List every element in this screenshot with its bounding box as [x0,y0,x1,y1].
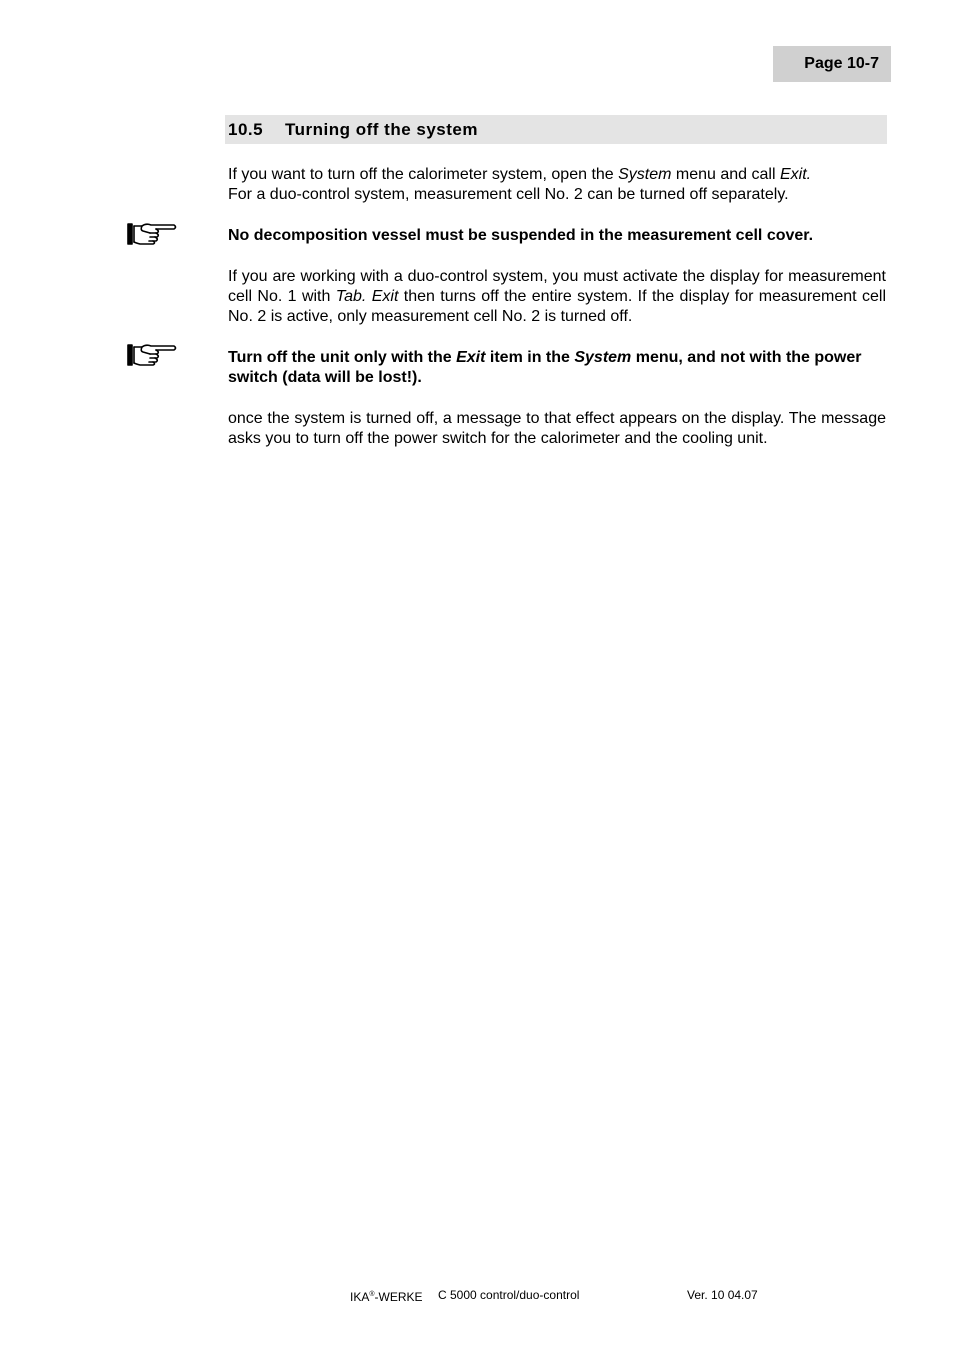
duo-control-paragraph [228,267,886,327]
footer-brand-suffix: -WERKE [374,1290,423,1304]
footer-brand [350,1287,423,1305]
intro-exit-term: Exit. [779,166,812,183]
intro-paragraph [228,165,886,205]
duo-tab-exit-term: Tab. Exit [335,288,399,305]
page-number-badge: Page 10-7 [773,46,891,82]
footer-brand-name: IKA [350,1290,370,1304]
power-note-exit-term: Exit [456,349,486,366]
section-heading [225,115,887,144]
pointing-hand-icon [126,221,180,247]
power-note-text-3: menu, and not with the power switch (data will be lost!). [228,349,862,386]
pointing-hand-icon [126,342,180,368]
footer-reg-mark: ® [369,1291,375,1298]
intro-text-3: For a duo-control system, measurement cell No. 2 can be turned off separately. [228,186,789,203]
shutdown-message-paragraph: once the system is turned off, a message to that effect appears on the display. The message asks you to turn off the power switch for the calorimeter and the cooling unit. [228,410,886,447]
duo-text-2: then turns off the entire system. If the display for measurement cell No. 2 is active, only measurement cell No. 2 is turned off. [228,288,887,325]
section-title: Turning off the system [285,120,478,139]
intro-system-term: System [618,166,672,183]
footer-version: Ver. 10 04.07 [687,1288,758,1302]
footer-product: C 5000 control/duo-control [438,1288,580,1302]
intro-text-2: menu and call [671,166,780,183]
warning-note-vessel: No decomposition vessel must be suspended in the measurement cell cover. [228,227,814,244]
duo-text-1: If you are working with a duo-control system, you must activate the display for measurement cell No. 1 with [228,268,886,305]
power-note-text-2: item in the [485,349,575,366]
power-note-system-term: System [574,349,632,366]
power-note-text-1: Turn off the unit only with the [228,349,457,366]
intro-text-1: If you want to turn off the calorimeter system, open the [228,166,619,183]
section-number: 10.5 [228,120,264,139]
warning-note-power [228,348,886,388]
